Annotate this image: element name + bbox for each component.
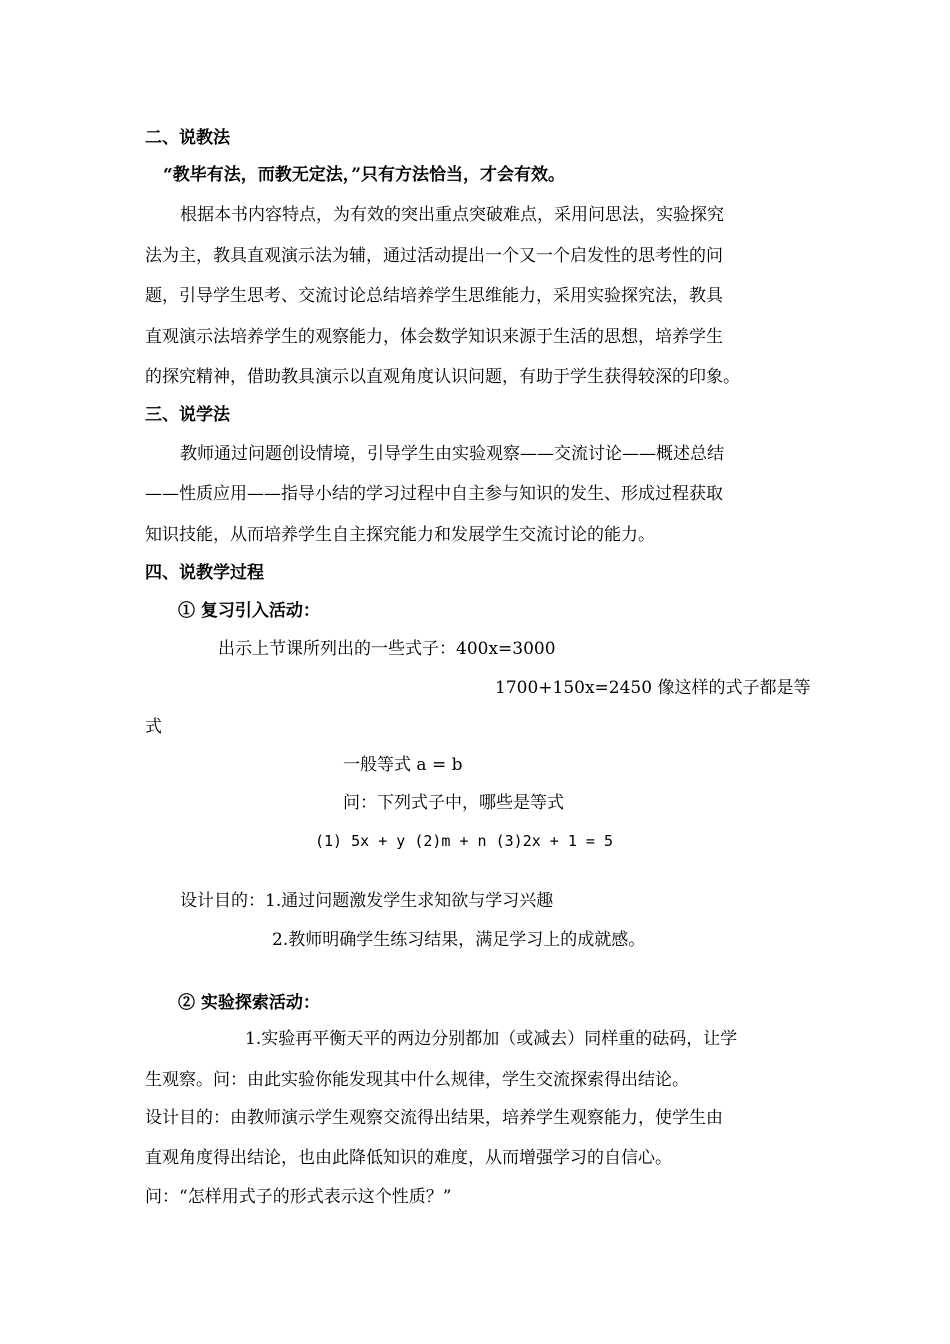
activity1-purpose-2: 2.教师明确学生练习结果，满足学习上的成就感。 [272,930,646,950]
activity2-purpose-line-1: 设计目的：由教师演示学生观察交流得出结果，培养学生观察能力，使学生由 [145,1108,723,1128]
teaching-para-line-5: 的探究精神，借助教具演示以直观角度认识问题，有助于学生获得较深的印象。 [145,367,740,387]
activity2-step1-line-2: 生观察。问：由此实验你能发现其中什么规律，学生交流探索得出结论。 [145,1070,689,1090]
teaching-quote: “教毕有法，而教无定法，”只有方法恰当，才会有效。 [163,165,566,185]
learning-para-line-3: 知识技能，从而培养学生自主探究能力和发展学生交流讨论的能力。 [145,525,655,545]
activity1-intro-cont: 1700+150x=2450 像这样的式子都是等 [495,678,811,698]
learning-para-line-2: ——性质应用——指导小结的学习过程中自主参与知识的发生、形成过程获取 [145,484,723,504]
section-heading-teaching-method: 二、说教法 [145,128,230,148]
activity2-step1-line-1: 1.实验再平衡天平的两边分别都加（或减去）同样重的砝码，让学 [245,1029,738,1049]
activity1-purpose-1: 设计目的：1.通过问题激发学生求知欲与学习兴趣 [180,891,554,911]
activity1-intro-end: 式 [145,717,162,737]
teaching-para-line-4: 直观演示法培养学生的观察能力，体会数学知识来源于生活的思想，培养学生 [145,327,723,347]
teaching-para-line-3: 题，引导学生思考、交流讨论总结培养学生思维能力，采用实验探究法，教具 [145,286,723,306]
activity1-title: ① 复习引入活动： [178,601,320,621]
activity2-title: ② 实验探索活动： [178,993,320,1013]
activity1-intro: 出示上节课所列出的一些式子：400x=3000 [218,639,556,659]
teaching-para-line-1: 根据本书内容特点，为有效的突出重点突破难点，采用问思法，实验探究 [180,205,724,225]
section-heading-process: 四、说教学过程 [145,563,264,583]
learning-para-line-1: 教师通过问题创设情境，引导学生由实验观察——交流讨论——概述总结 [180,444,724,464]
activity1-options: (1) 5x + y (2)m + n (3)2x + 1 = 5 [315,832,614,850]
general-equation: 一般等式 a = b [343,755,463,775]
section-heading-learning-method: 三、说学法 [145,405,230,425]
activity1-question: 问：下列式子中，哪些是等式 [343,793,564,813]
activity2-question: 问：“怎样用式子的形式表示这个性质？” [145,1187,452,1207]
activity2-purpose-line-2: 直观角度得出结论，也由此降低知识的难度，从而增强学习的自信心。 [145,1148,672,1168]
teaching-para-line-2: 法为主，教具直观演示法为辅，通过活动提出一个又一个启发性的思考性的问 [145,246,723,266]
